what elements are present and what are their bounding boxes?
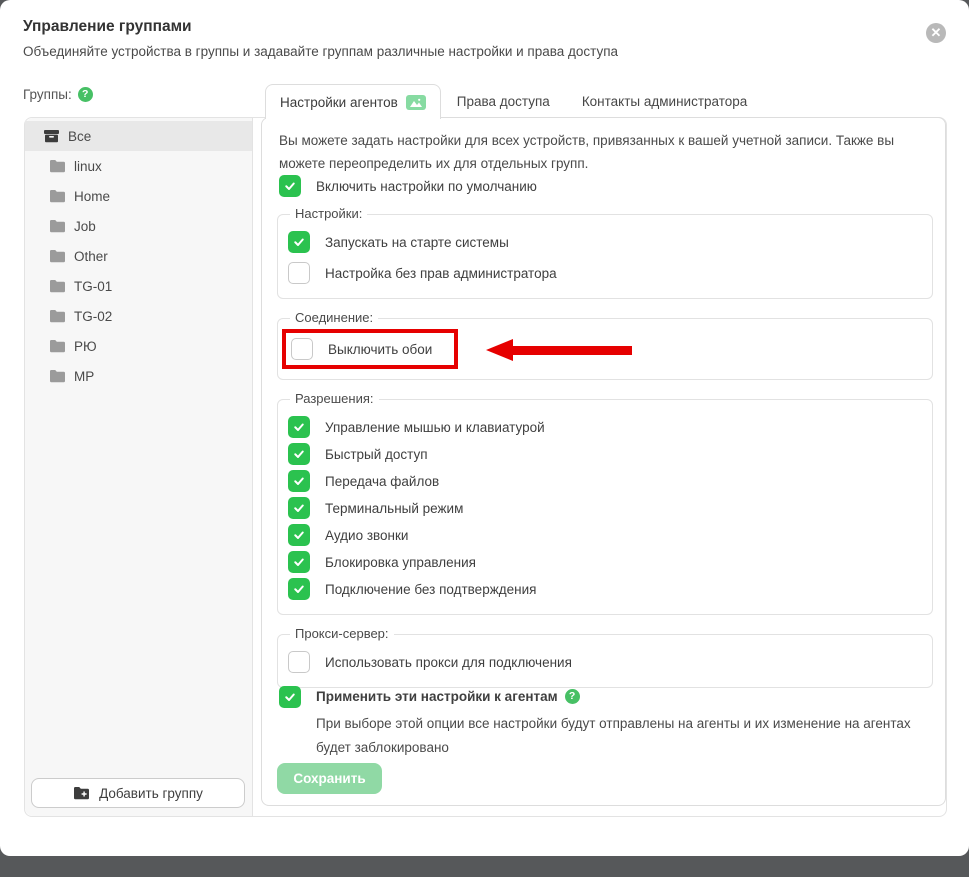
folder-icon: [49, 309, 66, 323]
checkbox-label[interactable]: Передача файлов: [325, 473, 440, 489]
question-icon[interactable]: ?: [565, 689, 580, 704]
checkbox-unchecked[interactable]: [288, 262, 310, 284]
folder-icon: [49, 189, 66, 203]
checkbox-label[interactable]: Управление мышью и клавиатурой: [325, 419, 545, 435]
checkbox-row: [288, 443, 920, 465]
section-legend: Соединение:: [290, 310, 378, 325]
group-item-2[interactable]: [25, 181, 252, 211]
group-item-label: TG-01: [74, 278, 113, 294]
check-icon: [292, 556, 306, 568]
checkbox-unchecked[interactable]: [291, 338, 313, 360]
tab-access-rights[interactable]: [441, 84, 566, 119]
checkbox-row: [288, 262, 920, 284]
group-item-label: Все: [68, 128, 92, 144]
red-arrow-icon: [486, 338, 634, 362]
folder-plus-icon: [73, 786, 90, 800]
group-item-label: TG-02: [74, 308, 113, 324]
dialog-title: Управление группами: [23, 18, 192, 35]
checkbox-checked[interactable]: [288, 524, 310, 546]
check-icon: [283, 691, 297, 703]
apply-settings-label-row: [316, 689, 916, 704]
checkbox-label[interactable]: Запускать на старте системы: [325, 234, 509, 250]
archive-icon: [43, 129, 60, 143]
checkbox-label[interactable]: Терминальный режим: [325, 500, 464, 516]
checkbox-unchecked[interactable]: [288, 651, 310, 673]
section-2: [277, 391, 933, 615]
checkbox-label[interactable]: Настройка без прав администратора: [325, 265, 557, 281]
folder-icon: [49, 159, 66, 173]
group-list: [25, 118, 252, 391]
default-settings-label[interactable]: Включить настройки по умолчанию: [316, 178, 537, 194]
checkbox-row: [288, 335, 920, 365]
apply-settings-row: [279, 686, 916, 760]
checkbox-row: [288, 416, 920, 438]
check-icon: [292, 475, 306, 487]
checkbox-label[interactable]: Подключение без подтверждения: [325, 581, 537, 597]
tab-label: Настройки агентов: [280, 94, 398, 110]
group-item-6[interactable]: [25, 301, 252, 331]
group-item-3[interactable]: [25, 211, 252, 241]
tab-agent-settings[interactable]: [265, 84, 441, 119]
group-item-label: MP: [74, 368, 95, 384]
group-item-label: Home: [74, 188, 111, 204]
folder-icon: [49, 339, 66, 353]
checkbox-checked[interactable]: [288, 443, 310, 465]
group-item-label: Job: [74, 218, 96, 234]
intro-text: Вы можете задать настройки для всех устройств, привязанных к вашей учетной записи. Также вы можете переопределить их для отдельных групп.: [279, 133, 895, 171]
image-glyph: [410, 98, 422, 107]
checkbox-checked[interactable]: [288, 416, 310, 438]
add-group-label: Добавить группу: [99, 785, 203, 801]
folder-icon: [49, 249, 66, 263]
highlight-box: [282, 329, 458, 369]
group-item-label: linux: [74, 158, 102, 174]
check-icon: [292, 583, 306, 595]
checkbox-row: [288, 551, 920, 573]
checkbox-row: [288, 651, 920, 673]
add-group-button[interactable]: [31, 778, 245, 808]
checkbox-checked[interactable]: [288, 231, 310, 253]
groups-label: [23, 87, 93, 102]
settings-sections: [277, 206, 933, 707]
section-legend: Прокси-сервер:: [290, 626, 394, 641]
checkbox-label[interactable]: Выключить обои: [328, 341, 433, 357]
group-item-label: РЮ: [74, 338, 97, 354]
save-button[interactable]: Сохранить: [277, 763, 382, 794]
checkbox-label[interactable]: Блокировка управления: [325, 554, 476, 570]
groups-sidebar: [25, 118, 253, 816]
checkbox-row: [288, 231, 920, 253]
tab-label: Права доступа: [456, 94, 550, 109]
tab-admin-contacts[interactable]: [566, 84, 763, 119]
check-icon: [292, 448, 306, 460]
group-item-0[interactable]: [25, 121, 252, 151]
check-icon: [292, 236, 306, 248]
folder-icon: [49, 369, 66, 383]
group-item-5[interactable]: [25, 271, 252, 301]
groups-label-text: Группы:: [23, 87, 72, 102]
check-icon: [292, 421, 306, 433]
section-1: [277, 310, 933, 380]
group-item-7[interactable]: [25, 331, 252, 361]
check-icon: [292, 502, 306, 514]
checkbox-row: [288, 578, 920, 600]
checkbox-checked[interactable]: [288, 470, 310, 492]
checkbox-checked[interactable]: [288, 551, 310, 573]
section-legend: Настройки:: [290, 206, 367, 221]
checkbox-row: [288, 524, 920, 546]
tab-bar: [265, 84, 763, 119]
group-item-4[interactable]: [25, 241, 252, 271]
section-legend: Разрешения:: [290, 391, 379, 406]
tab-label: Контакты администратора: [581, 94, 748, 109]
folder-icon: [49, 279, 66, 293]
group-item-8[interactable]: [25, 361, 252, 391]
checkbox-checked[interactable]: [279, 686, 301, 708]
checkbox-label[interactable]: Аудио звонки: [325, 527, 409, 543]
checkbox-row: [288, 470, 920, 492]
checkbox-label[interactable]: Быстрый доступ: [325, 446, 428, 462]
checkbox-checked[interactable]: [288, 578, 310, 600]
question-icon[interactable]: ?: [78, 87, 93, 102]
check-icon: [292, 529, 306, 541]
checkbox-label[interactable]: Использовать прокси для подключения: [325, 654, 572, 670]
checkbox-checked[interactable]: [279, 175, 301, 197]
check-icon: [283, 180, 297, 192]
checkbox-checked[interactable]: [288, 497, 310, 519]
apply-settings-description: При выборе этой опции все настройки будут отправлены на агенты и их изменение на агентах будет заблокировано: [316, 716, 911, 755]
section-0: [277, 206, 933, 299]
apply-settings-label[interactable]: Применить эти настройки к агентам: [316, 689, 558, 704]
folder-icon: [49, 219, 66, 233]
checkbox-row: [288, 497, 920, 519]
dialog-subtitle: Объединяйте устройства в группы и задавайте группам различные настройки и права доступа: [23, 44, 619, 59]
agent-settings-panel: [261, 117, 946, 806]
image-badge-icon: [406, 95, 426, 110]
section-3: [277, 626, 933, 688]
close-icon[interactable]: ✕: [926, 23, 946, 43]
group-item-label: Other: [74, 248, 108, 264]
default-settings-row: [279, 175, 537, 197]
group-item-1[interactable]: [25, 151, 252, 181]
